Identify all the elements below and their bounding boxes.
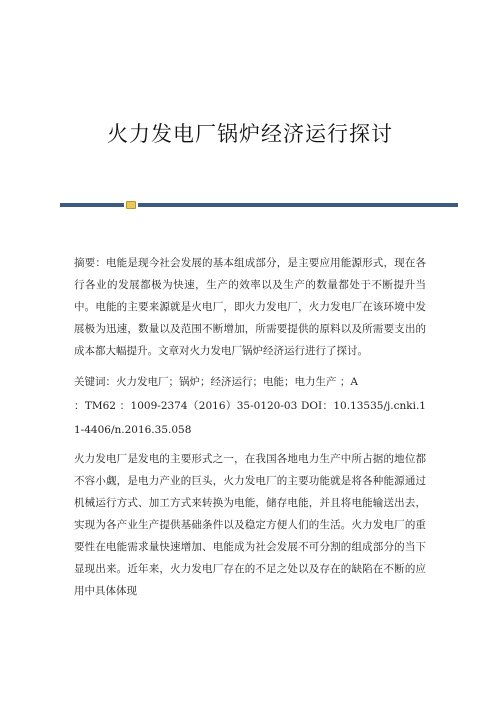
body-paragraph: 火力发电厂是发电的主要形式之一，在我国各地电力生产中所占据的地位都不容小觑，是电力产业的巨头，火力发电厂的主要功能就是将各种能源通过机械运行方式、加工方式来转换为电能，储存电能，并且将电能输送出去，实现为各产业生产提供基础条件以及稳定方便人们的生活。火力发电厂的重要性在电能需求量快速增加、电能成为社会发展不可分割的组成部分的当下显现出来。近年来，火力发电厂存在的不足之处以及存在的缺陷在不断的应用中具体体现 (74, 453, 426, 597)
document-badge-icon (126, 201, 136, 209)
document-body (74, 252, 426, 610)
keywords-line: 关键词：火力发电厂；锅炉；经济运行；电能；电力生产 ；A (74, 376, 358, 388)
abstract-paragraph: 摘要：电能是现今社会发展的基本组成部分，是主要应用能源形式，现在各行各业的发展都极为快速，生产的效率以及生产的数量都处于不断提升当中。电能的主要来源就是火电厂，即火力发电厂，火力发电厂在该环境中发展极为迅速，数量以及范围不断增加，所需要提供的原料以及所需要支出的成本都大幅提升。文章对火力发电厂锅炉经济运行进行了探讨。 (74, 257, 426, 357)
divider-bar-right (138, 203, 458, 207)
classification-line: ：TM62 ：1009-2374（2016）35-0120-03 DOI：10.13535/j.cnki.11-4406/n.2016.35.058 (74, 400, 426, 436)
divider-bar-left (60, 203, 124, 207)
title-divider (60, 202, 458, 208)
document-title: 火力发电厂锅炉经济运行探讨 (107, 122, 393, 146)
